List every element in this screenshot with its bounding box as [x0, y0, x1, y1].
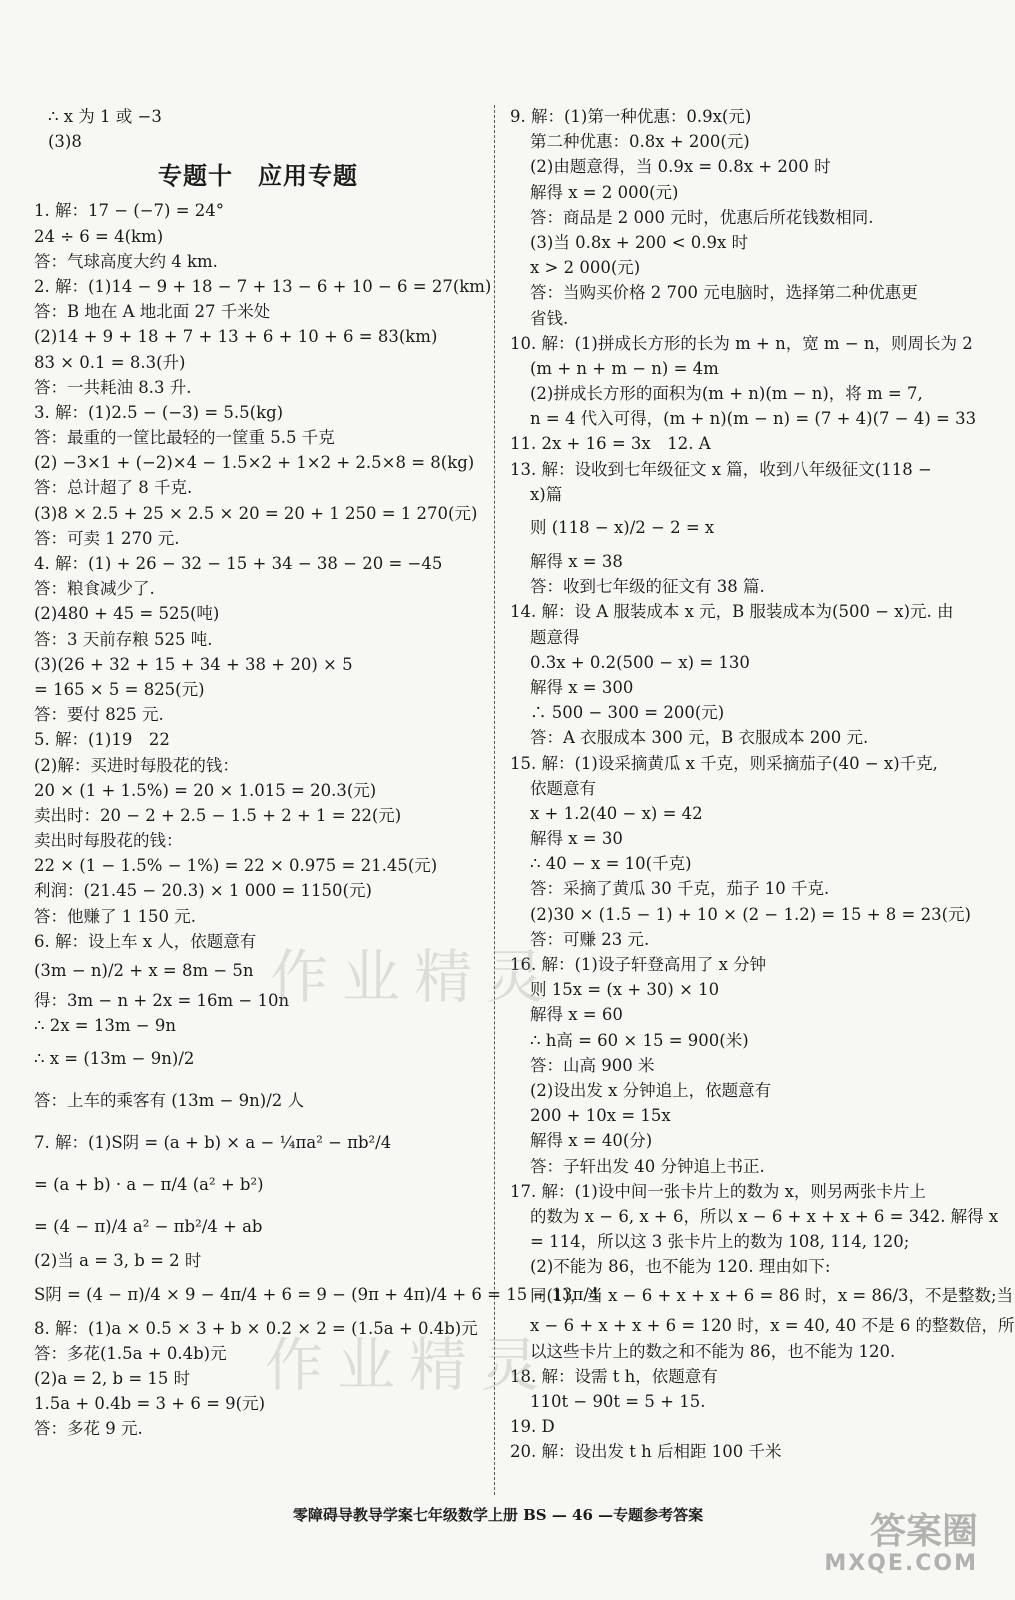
text-line: = (a + b) · a − π/4 (a² + b²): [34, 1175, 264, 1195]
text-line: 解得 x = 2 000(元): [530, 182, 679, 202]
text-line: (2)拼成长方形的面积为(m + n)(m − n)，将 m = 7,: [530, 384, 923, 404]
text-line: 答：收到七年级的征文有 38 篇.: [530, 577, 765, 597]
text-line: 答：3 天前存粮 525 吨.: [34, 629, 213, 649]
text-line: (3)8 × 2.5 + 25 × 2.5 × 20 = 20 + 1 250 = 1 270(元): [34, 503, 478, 523]
text-line: 答：可卖 1 270 元.: [34, 528, 180, 548]
text-line: 解得 x = 30: [530, 829, 623, 849]
text-line: 同(1)，当 x − 6 + x + x + 6 = 86 时，x = 86/3，不是整数;当: [530, 1286, 1014, 1306]
text-line: 0.3x + 0.2(500 − x) = 130: [530, 652, 750, 672]
text-line: 答：多花 9 元.: [34, 1419, 143, 1439]
text-line: 答：商品是 2 000 元时，优惠后所花钱数相同.: [530, 207, 874, 227]
text-line: (3)8: [48, 132, 82, 152]
text-line: ∴ h高 = 60 × 15 = 900(米): [530, 1030, 749, 1050]
text-line: 答：采摘了黄瓜 30 千克，茄子 10 千克.: [530, 879, 830, 899]
text-line: 1.5a + 0.4b = 3 + 6 = 9(元): [34, 1394, 266, 1414]
text-line: 的数为 x − 6, x + 6，所以 x − 6 + x + x + 6 = 342. 解得 x: [530, 1206, 999, 1226]
text-line: (2)解：买进时每股花的钱：: [34, 755, 239, 775]
text-line: 2. 解：(1)14 − 9 + 18 − 7 + 13 − 6 + 10 − 6 = 27(km): [34, 276, 492, 296]
text-line: 18. 解：设需 t h，依题意有: [510, 1366, 718, 1386]
text-line: = (4 − π)/4 a² − πb²/4 + ab: [34, 1217, 263, 1237]
text-line: 答：A 衣服成本 300 元，B 衣服成本 200 元.: [530, 728, 869, 748]
text-line: 得：3m − n + 2x = 16m − 10n: [34, 991, 290, 1010]
text-line: 20. 解：设出发 t h 后相距 100 千米: [510, 1442, 782, 1462]
text-line: 110t − 90t = 5 + 15.: [530, 1392, 706, 1411]
text-line: 答：要付 825 元.: [34, 705, 164, 725]
text-line: (3m − n)/2 + x = 8m − 5n: [34, 961, 254, 980]
text-line: = 165 × 5 = 825(元): [34, 679, 205, 699]
text-line: ∴ 40 − x = 10(千克): [530, 854, 692, 874]
text-line: 22 × (1 − 1.5% − 1%) = 22 × 0.975 = 21.45(元): [34, 856, 438, 876]
text-line: 5. 解：(1)19 22: [34, 730, 170, 750]
text-line: 答：一共耗油 8.3 升.: [34, 377, 192, 397]
corner-logo: [808, 1512, 978, 1582]
text-line: (2)当 a = 3, b = 2 时: [34, 1251, 202, 1271]
text-line: 第二种优惠：0.8x + 200(元): [530, 132, 750, 152]
text-line: n = 4 代入可得，(m + n)(m − n) = (7 + 4)(7 − 4) = 33: [530, 409, 977, 429]
text-line: 83 × 0.1 = 8.3(升): [34, 352, 186, 372]
text-line: x > 2 000(元): [530, 258, 641, 278]
text-line: ∴ x 为 1 或 −3: [48, 107, 162, 126]
text-line: 14. 解：设 A 服装成本 x 元，B 服装成本为(500 − x)元. 由: [510, 602, 954, 622]
text-line: 答：子轩出发 40 分钟追上书正.: [530, 1156, 765, 1176]
text-line: 8. 解：(1)a × 0.5 × 3 + b × 0.2 × 2 = (1.5a + 0.4b)元: [34, 1318, 478, 1338]
text-line: 解得 x = 38: [530, 552, 623, 571]
text-line: 1. 解：17 − (−7) = 24°: [34, 201, 225, 221]
text-line: 以这些卡片上的数之和不能为 86，也不能为 120.: [530, 1341, 896, 1361]
text-line: (2)30 × (1.5 − 1) + 10 × (2 − 1.2) = 15 + 8 = 23(元): [530, 904, 971, 924]
text-line: 6. 解：设上车 x 人，依题意有: [34, 931, 257, 951]
text-line: (2)不能为 86，也不能为 120. 理由如下:: [530, 1257, 831, 1277]
text-line: 17. 解：(1)设中间一张卡片上的数为 x，则另两张卡片上: [510, 1181, 926, 1201]
text-line: 19. D: [510, 1417, 555, 1437]
text-line: 答：粮食减少了.: [34, 579, 155, 599]
text-line: 解得 x = 60: [530, 1005, 623, 1025]
watermark: 作业精灵: [270, 943, 559, 1011]
corner-logo-sub: MXQE.COM: [824, 1551, 978, 1576]
text-line: 答：他赚了 1 150 元.: [34, 906, 196, 926]
text-line: 4. 解：(1) + 26 − 32 − 15 + 34 − 38 − 20 = −45: [34, 554, 443, 573]
text-line: 7. 解：(1)S阴 = (a + b) × a − ¼πa² − πb²/4: [34, 1133, 392, 1153]
watermark: 作业精灵: [265, 1331, 554, 1399]
text-line: (3)当 0.8x + 200 < 0.9x 时: [530, 232, 749, 252]
text-line: 依题意有: [530, 778, 596, 798]
text-line: ∴ x = (13m − 9n)/2: [34, 1049, 195, 1069]
text-line: 利润：(21.45 − 20.3) × 1 000 = 1150(元): [34, 881, 372, 901]
text-line: 16. 解：(1)设子轩登高用了 x 分钟: [510, 955, 767, 974]
text-line: 则 15x = (x + 30) × 10: [530, 980, 720, 1000]
text-line: (m + n + m − n) = 4m: [530, 358, 719, 378]
text-line: 20 × (1 + 1.5%) = 20 × 1.015 = 20.3(元): [34, 780, 377, 800]
text-line: S阴 = (4 − π)/4 × 9 − 4π/4 + 6 = 9 − (9π + 4π)/4 + 6 = 15 − 13π/4: [34, 1284, 600, 1304]
text-line: 答：山高 900 米: [530, 1055, 655, 1075]
text-line: (2) −3×1 + (−2)×4 − 1.5×2 + 1×2 + 2.5×8 = 8(kg): [34, 453, 475, 473]
text-line: 24 ÷ 6 = 4(km): [34, 226, 164, 246]
text-line: 15. 解：(1)设采摘黄瓜 x 千克，则采摘茄子(40 − x)千克,: [510, 753, 938, 773]
text-line: ∴ 2x = 13m − 9n: [34, 1016, 176, 1036]
text-line: 卖出时：20 − 2 + 2.5 − 1.5 + 2 + 1 = 22(元): [34, 805, 402, 825]
corner-logo-main: 答案圈: [869, 1511, 978, 1552]
text-line: 答：上车的乘客有 (13m − 9n)/2 人: [34, 1091, 305, 1111]
text-line: (2)a = 2, b = 15 时: [34, 1368, 191, 1388]
right-column: [510, 104, 1015, 1465]
text-line: (3)(26 + 32 + 15 + 34 + 38 + 20) × 5: [34, 654, 353, 674]
text-line: 解得 x = 300: [530, 677, 634, 697]
text-line: 省钱.: [530, 308, 569, 328]
text-line: 13. 解：设收到七年级征文 x 篇，收到八年级征文(118 −: [510, 459, 932, 479]
text-line: 11. 2x + 16 = 3x 12. A: [510, 434, 711, 454]
text-line: ∴ 500 − 300 = 200(元): [530, 703, 725, 723]
text-line: 200 + 10x = 15x: [530, 1106, 671, 1126]
section-title: 专题十 应用专题: [158, 162, 358, 191]
text-line: 答：当购买价格 2 700 元电脑时，选择第二种优惠更: [530, 283, 918, 303]
text-line: 解得 x = 40(分): [530, 1131, 653, 1151]
text-line: x)篇: [530, 484, 563, 504]
text-line: 则 (118 − x)/2 − 2 = x: [530, 518, 715, 537]
text-line: 答：最重的一筐比最轻的一筐重 5.5 千克: [34, 428, 335, 448]
text-line: 题意得: [530, 627, 580, 647]
text-line: 答：可赚 23 元.: [530, 929, 650, 949]
text-line: 9. 解：(1)第一种优惠：0.9x(元): [510, 107, 752, 126]
text-line: = 114，所以这 3 张卡片上的数为 108, 114, 120;: [530, 1232, 910, 1252]
text-line: 卖出时每股花的钱：: [34, 831, 183, 851]
text-line: 答：气球高度大约 4 km.: [34, 251, 218, 271]
text-line: 10. 解：(1)拼成长方形的长为 m + n，宽 m − n，则周长为 2: [510, 333, 973, 353]
text-line: (2)设出发 x 分钟追上，依题意有: [530, 1080, 772, 1100]
page-footer: 零障碍导教导学案七年级数学上册 BS — 46 —专题参考答案: [292, 1506, 704, 1524]
text-line: 3. 解：(1)2.5 − (−3) = 5.5(kg): [34, 402, 284, 422]
text-line: 答：总计超了 8 千克.: [34, 478, 193, 498]
text-line: x − 6 + x + x + 6 = 120 时，x = 40, 40 不是 6 的整数倍，所: [530, 1316, 1015, 1336]
text-line: x + 1.2(40 − x) = 42: [530, 803, 703, 823]
text-line: 答：B 地在 A 地北面 27 千米处: [34, 302, 271, 322]
text-line: (2)480 + 45 = 525(吨): [34, 604, 220, 624]
text-line: (2)14 + 9 + 18 + 7 + 13 + 6 + 10 + 6 = 83(km): [34, 327, 438, 347]
text-line: (2)由题意得，当 0.9x = 0.8x + 200 时: [530, 157, 831, 177]
text-line: 答：多花(1.5a + 0.4b)元: [34, 1343, 227, 1363]
